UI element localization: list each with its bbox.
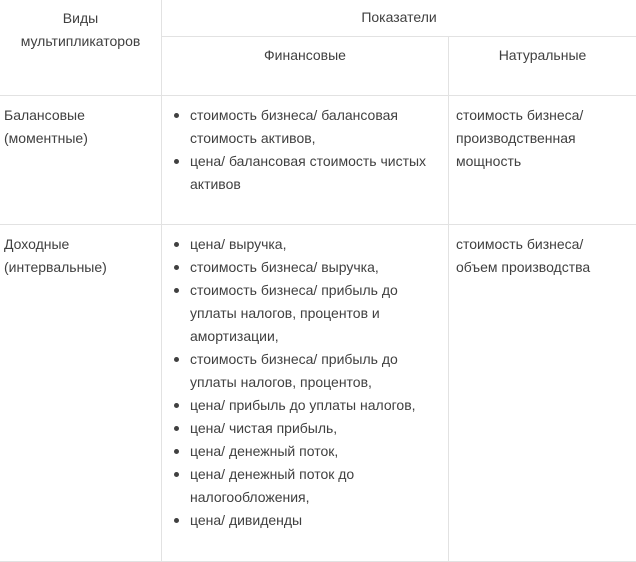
divider-row-1 [0, 224, 636, 225]
list-item: цена/ дивиденды [172, 509, 434, 532]
row-balance-natural [456, 104, 632, 173]
list-item: цена/ чистая прибыль, [172, 417, 434, 440]
row-balance-natural-line3: мощность [456, 153, 522, 169]
divider-col-2 [448, 36, 449, 562]
header-financial: Финансовые [264, 47, 346, 63]
header-natural: Натуральные [498, 47, 587, 63]
row-income-name-line1: Доходные [4, 236, 70, 252]
row-balance-natural-line2: производственная [456, 130, 576, 146]
row-balance-natural-line1: стоимость бизнеса/ [456, 107, 584, 123]
row-balance-name-line2: (моментные) [4, 130, 88, 146]
list-item: цена/ выручка, [172, 233, 434, 256]
divider-header-bottom [0, 95, 636, 96]
list-item: цена/ балансовая стоимость чистых активов [172, 150, 442, 196]
header-indicators: Показатели [361, 9, 437, 25]
list-item: цена/ денежный поток до налогообложения, [172, 463, 434, 509]
list-item: цена/ денежный поток, [172, 440, 434, 463]
row-balance-financial-list [172, 104, 442, 196]
header-types-line2: мультипликаторов [20, 33, 141, 49]
row-balance-name-line1: Балансовые [4, 107, 85, 123]
header-types [0, 7, 161, 53]
list-item: стоимость бизнеса/ прибыль до уплаты налогов, процентов и амортизации, [172, 279, 434, 348]
divider-subheader [161, 36, 636, 37]
row-income-natural-line1: стоимость бизнеса/ [456, 236, 584, 252]
list-item: стоимость бизнеса/ балансовая стоимость активов, [172, 104, 442, 150]
row-income-financial-list [172, 233, 434, 532]
row-income-name-line2: (интервальные) [4, 259, 107, 275]
header-types-line1: Виды [62, 10, 99, 26]
list-item: цена/ прибыль до уплаты налогов, [172, 394, 434, 417]
row-income-natural-line2: объем производства [456, 259, 591, 275]
divider-col-1 [161, 0, 162, 562]
list-item: стоимость бизнеса/ прибыль до уплаты налогов, процентов, [172, 348, 434, 394]
list-item: стоимость бизнеса/ выручка, [172, 256, 434, 279]
row-balance-name [4, 104, 159, 150]
row-income-natural [456, 233, 632, 279]
row-income-name [4, 233, 159, 279]
